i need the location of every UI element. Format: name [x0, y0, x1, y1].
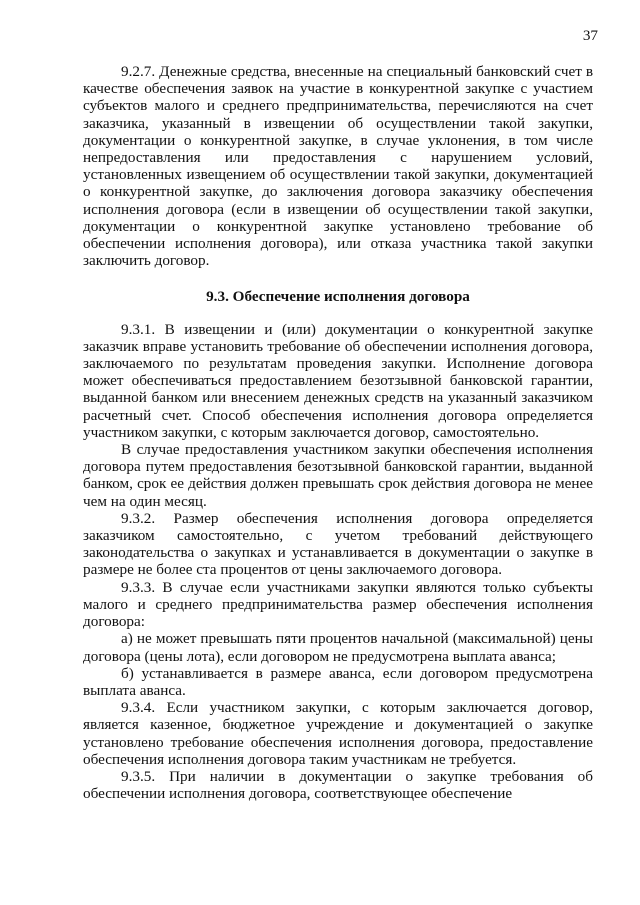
paragraph-9-3-2: 9.3.2. Размер обеспечения исполнения договора определяется заказчиком самостоятельно, с учетом требований действующего законодательства о закупках и устанавливается в документации о закупке в размере не более ста процентов от цены заключаемого договора. [83, 509, 593, 579]
paragraph-9-3-1: 9.3.1. В извещении и (или) документации о конкурентной закупке заказчик вправе установить требование об обеспечении исполнения договора, заключаемого по результатам проведения закупки. Исполнение договора может обеспечиваться предоставлением безотзывной банковской гарантии, выданной банком или внесением денежных средств на указанный заказчиком расчетный счет. Способ обеспечения исполнения договора определяется участником закупки, с которым заключается договор, самостоятельно. [83, 320, 593, 441]
page-number: 37 [582, 27, 598, 44]
paragraph-9-3-1-guarantee: В случае предоставления участником закупки обеспечения исполнения договора путем предоставления безотзывной банковской гарантии, выданной банком, срок ее действия должен превышать срок действия договора не менее чем на один месяц. [83, 441, 593, 510]
paragraph-9-3-3: 9.3.3. В случае если участниками закупки являются только субъекты малого и среднего предпринимательства размер обеспечения исполнения договора: [83, 578, 593, 631]
paragraph-9-3-5: 9.3.5. При наличии в документации о закупке требования об обеспечении исполнения договора, соответствующее обеспечение [83, 767, 593, 803]
paragraph-9-3-3-a: а) не может превышать пяти процентов начальной (максимальной) цены договора (цены лота), если договором не предусмотрена выплата аванса; [83, 630, 593, 665]
paragraph-9-2-7: 9.2.7. Денежные средства, внесенные на специальный банковский счет в качестве обеспечения заявок на участие в конкурентной закупке с участием субъектов малого и среднего предпринимательства, перечисляются на счет заказчика, указанный в извещении об осуществлении такой закупки, документации о конкурентной закупке, в случае уклонения, в том числе непредоставления или предоставления с нарушением условий, установленных извещением об осуществлении такой закупки, документацией о конкурентной закупке, до заключения договора заказчику обеспечения исполнения договора (если в извещении об осуществлении такой закупки, документации о конкурентной закупке установлено требование об обеспечении исполнения договора), или отказа участника такой закупки заключить договор. [83, 63, 593, 270]
paragraph-9-3-3-b: б) устанавливается в размере аванса, если договором предусмотрена выплата аванса. [83, 664, 593, 699]
paragraph-9-3-4: 9.3.4. Если участником закупки, с которым заключается договор, является казенное, бюджетное учреждение и документацией о закупке установлено требование обеспечения исполнения договора, предоставление обеспечения исполнения договора таким участникам не требуется. [83, 699, 593, 768]
section-heading-9-3: 9.3. Обеспечение исполнения договора [206, 288, 470, 306]
page-content [83, 63, 593, 802]
